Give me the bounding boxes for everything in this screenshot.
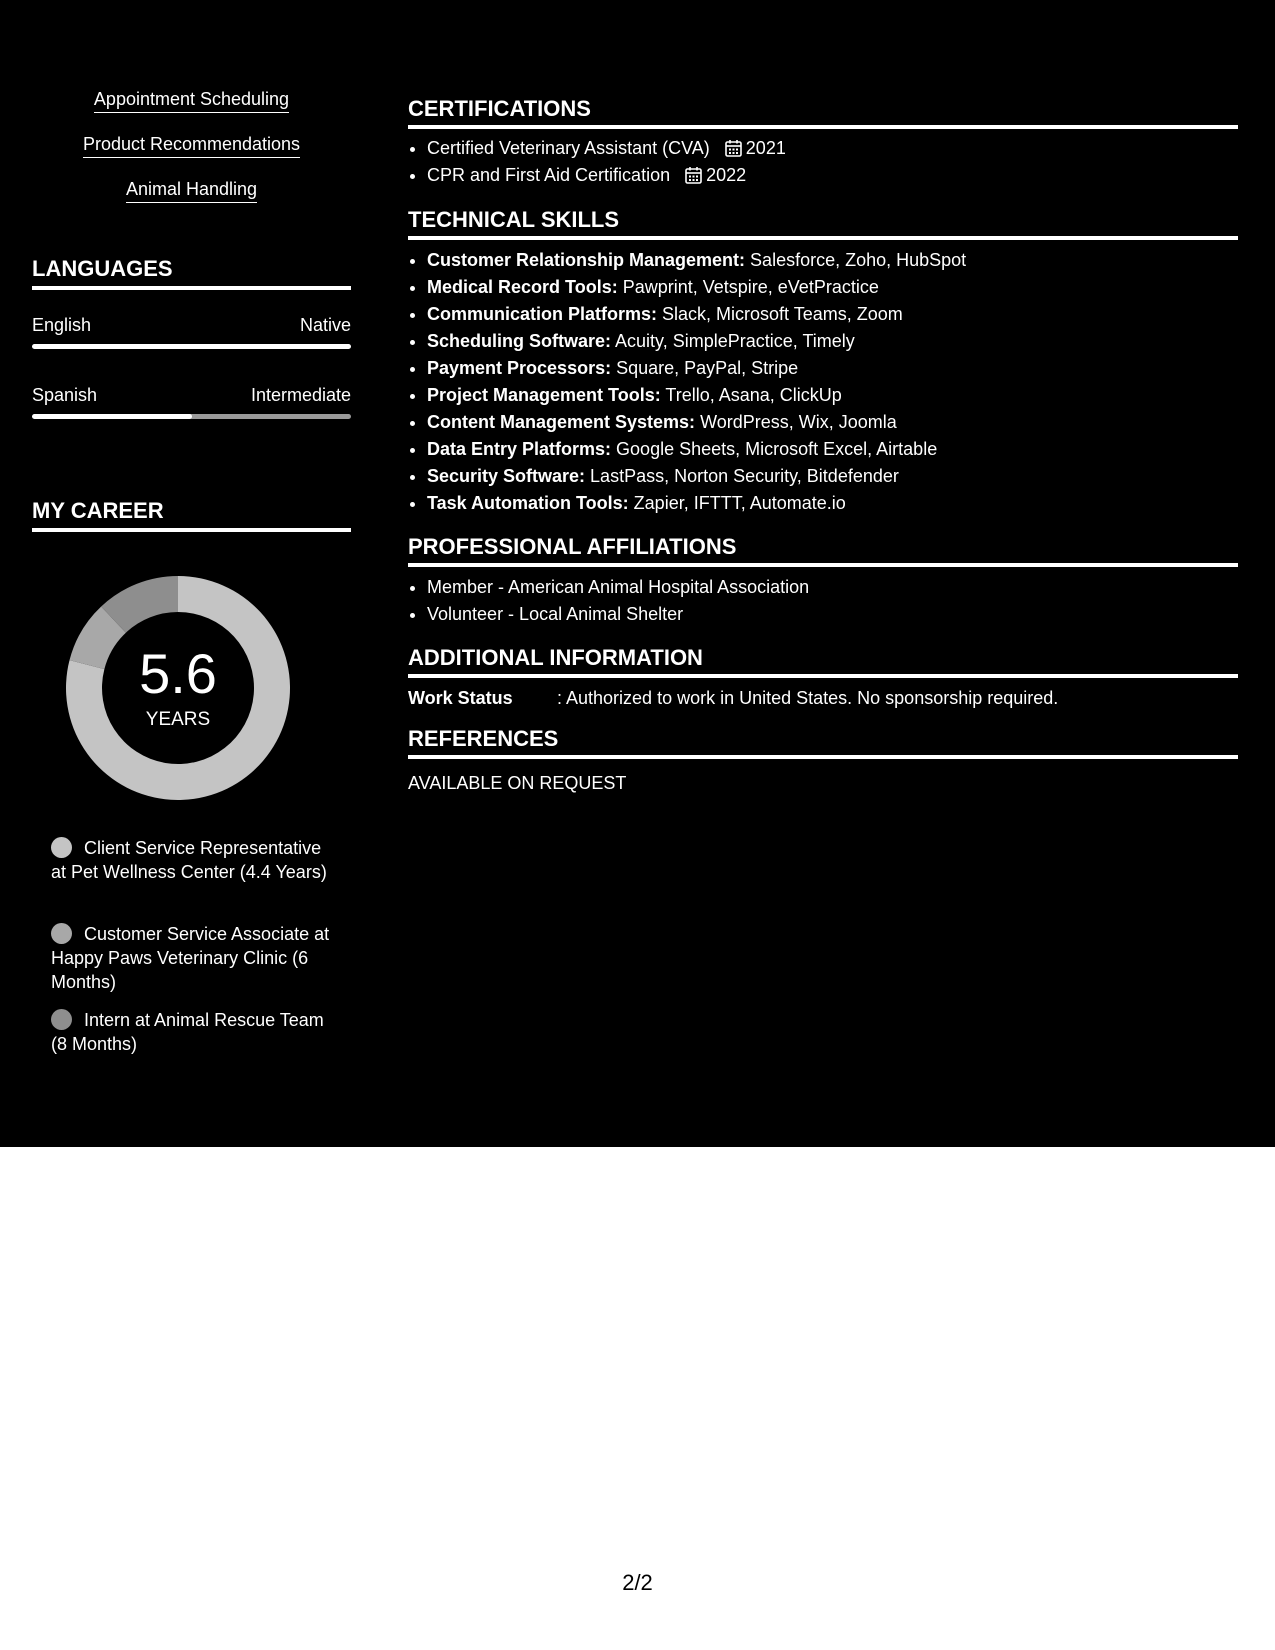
page-number: 2/2 bbox=[622, 1570, 653, 1595]
technical-skills-list bbox=[408, 247, 1257, 517]
career-legend-dot bbox=[51, 837, 72, 858]
technical-skill-item: • Medical Record Tools: Pawprint, Vetspire, eVetPractice bbox=[427, 274, 1257, 301]
career-total-value: 5.6 bbox=[139, 642, 217, 705]
technical-skill-item: • Data Entry Platforms: Google Sheets, Microsoft Excel, Airtable bbox=[427, 436, 1257, 463]
technical-skill-item: • Communication Platforms: Slack, Microsoft Teams, Zoom bbox=[427, 301, 1257, 328]
technical-skill-item: • Security Software: LastPass, Norton Security, Bitdefender bbox=[427, 463, 1257, 490]
skill-link-product-recommendations[interactable]: Product Recommendations bbox=[32, 133, 351, 158]
language-bar-fill bbox=[32, 344, 351, 349]
technical-skill-item: • Customer Relationship Management: Salesforce, Zoho, HubSpot bbox=[427, 247, 1257, 274]
skill-link-appointment-scheduling[interactable]: Appointment Scheduling bbox=[32, 88, 351, 113]
career-legend-dot bbox=[51, 923, 72, 944]
technical-skill-item: • Task Automation Tools: Zapier, IFTTT, Automate.io bbox=[427, 490, 1257, 517]
references-text: AVAILABLE ON REQUEST bbox=[408, 773, 627, 793]
language-bar-fill bbox=[32, 414, 192, 419]
affiliation-item: • Volunteer - Local Animal Shelter bbox=[427, 601, 1257, 628]
language-name: English bbox=[32, 315, 92, 335]
certification-year: 2021 bbox=[745, 138, 786, 158]
technical-skill-item: • Content Management Systems: WordPress, Wix, Joomla bbox=[427, 409, 1257, 436]
language-bar-english bbox=[32, 344, 351, 349]
language-name: Spanish bbox=[32, 385, 98, 405]
work-status-label: Work Status bbox=[408, 688, 513, 708]
calendar-icon bbox=[725, 139, 742, 157]
career-heading: MY CAREER bbox=[32, 498, 351, 532]
technical-skill-item: • Project Management Tools: Trello, Asana, ClickUp bbox=[427, 382, 1257, 409]
language-level: Intermediate bbox=[250, 385, 351, 405]
technical-skills-heading: TECHNICAL SKILLS bbox=[408, 207, 1238, 240]
technical-skill-item: • Payment Processors: Square, PayPal, Stripe bbox=[427, 355, 1257, 382]
career-item: Client Service Representative at Pet Wellness Center (4.4 Years) bbox=[51, 838, 327, 882]
affiliation-item: • Member - American Animal Hospital Association bbox=[427, 574, 1257, 601]
language-level: Native bbox=[299, 315, 351, 335]
references-heading: REFERENCES bbox=[408, 726, 1238, 759]
certification-item: • CPR and First Aid Certification 2022 bbox=[427, 162, 1257, 189]
career-item: Customer Service Associate at Happy Paws Veterinary Clinic (6 Months) bbox=[51, 924, 330, 992]
skill-link-animal-handling[interactable]: Animal Handling bbox=[32, 178, 351, 203]
additional-info-heading: ADDITIONAL INFORMATION bbox=[408, 645, 1238, 678]
career-legend-dot bbox=[51, 1009, 72, 1030]
calendar-icon bbox=[685, 166, 702, 184]
certification-item: • Certified Veterinary Assistant (CVA) 2021 bbox=[427, 135, 1257, 162]
work-status-value: : Authorized to work in United States. No sponsorship required. bbox=[557, 688, 1059, 708]
technical-skill-item: • Scheduling Software: Acuity, SimplePractice, Timely bbox=[427, 328, 1257, 355]
certifications-heading: CERTIFICATIONS bbox=[408, 96, 1238, 129]
certifications-list bbox=[408, 135, 1257, 189]
career-total-unit: YEARS bbox=[145, 709, 211, 730]
languages-heading: LANGUAGES bbox=[32, 256, 351, 290]
affiliations-heading: PROFESSIONAL AFFILIATIONS bbox=[408, 534, 1238, 567]
language-bar-spanish bbox=[32, 414, 351, 419]
certification-year: 2022 bbox=[706, 165, 747, 185]
affiliations-list bbox=[408, 574, 1257, 628]
career-item: Intern at Animal Rescue Team (8 Months) bbox=[51, 1010, 324, 1054]
